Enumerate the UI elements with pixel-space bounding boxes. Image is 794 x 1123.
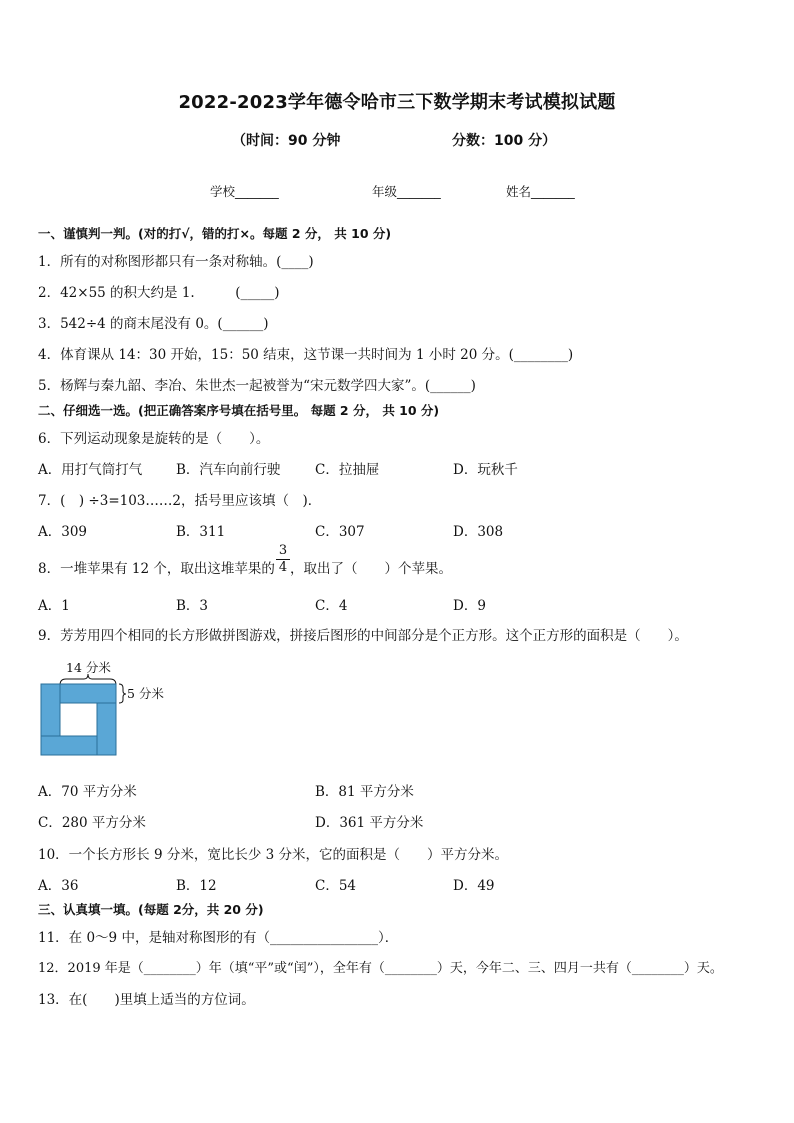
question-8-part-2: ，取出了（ ）个苹果。 xyxy=(290,561,452,577)
question-9: 9．芳芳用四个相同的长方形做拼图游戏，拼接后图形的中间部分是个正方形。这个正方形的面积是（ ）。 xyxy=(38,628,688,644)
q9-option-a[interactable]: A．70 平方分米 xyxy=(38,784,137,800)
q6-option-c[interactable]: C．拉抽屉 xyxy=(315,462,380,478)
section-2-heading: 二、仔细选一选。(把正确答案序号填在括号里。 每题 2 分， 共 10 分) xyxy=(38,403,440,418)
question-5: 5．杨辉与秦九韶、李冶、朱世杰一起被誉为“宋元数学四大家”。(______) xyxy=(38,378,476,394)
question-7: 7．( ) ÷3=103……2，括号里应该填（ )． xyxy=(38,493,322,509)
question-13: 13．在( )里填上适当的方位词。 xyxy=(38,992,255,1008)
q9-option-d[interactable]: D．361 平方分米 xyxy=(315,815,424,831)
question-10: 10．一个长方形长 9 分米，宽比长少 3 分米，它的面积是（ ）平方分米。 xyxy=(38,847,509,863)
fraction-three-quarters xyxy=(276,544,290,575)
q7-option-a[interactable]: A．309 xyxy=(38,524,88,540)
question-12: 12．2019 年是（________）年（填“平”或“闰”），全年有（________）天，今年二、三、四月一共有（________）天。 xyxy=(38,961,723,976)
q8-option-d[interactable]: D．9 xyxy=(453,598,486,614)
question-3: 3．542÷4 的商末尾没有 0。(______) xyxy=(38,316,269,332)
question-1: 1．所有的对称图形都只有一条对称轴。(____) xyxy=(38,254,314,270)
exam-time: （时间：90 分钟 xyxy=(232,133,341,149)
question-4: 4．体育课从 14：30 开始，15：50 结束，这节课一共时间为 1 小时 20 分。(________) xyxy=(38,347,574,363)
q9-option-c[interactable]: C．280 平方分米 xyxy=(38,815,146,831)
fraction-denominator: 4 xyxy=(278,560,288,575)
q10-option-d[interactable]: D．49 xyxy=(453,878,495,894)
exam-score: 分数：100 分） xyxy=(452,133,557,149)
q6-option-b[interactable]: B．汽车向前行驶 xyxy=(176,462,281,478)
height-brace xyxy=(119,684,126,703)
fraction-numerator: 3 xyxy=(278,543,288,558)
rectangles-square-figure xyxy=(36,655,186,760)
question-6: 6．下列运动现象是旋转的是（ ）。 xyxy=(38,431,270,447)
q7-option-c[interactable]: C．307 xyxy=(315,524,365,540)
q8-option-a[interactable]: A．1 xyxy=(38,598,70,614)
section-1-heading: 一、谨慎判一判。(对的打√，错的打×。每题 2 分， 共 10 分) xyxy=(38,226,392,241)
figure-width-label: 14 分米 xyxy=(66,660,111,675)
q8-option-c[interactable]: C．4 xyxy=(315,598,348,614)
q9-option-b[interactable]: B．81 平方分米 xyxy=(315,784,414,800)
q7-option-d[interactable]: D．308 xyxy=(453,524,504,540)
q10-option-b[interactable]: B．12 xyxy=(176,878,217,894)
q10-option-c[interactable]: C．54 xyxy=(315,878,357,894)
q8-option-b[interactable]: B．3 xyxy=(176,598,209,614)
question-2: 2．42×55 的积大约是 1. (_____) xyxy=(38,285,280,301)
question-11: 11．在 0～9 中，是轴对称图形的有（________________）． xyxy=(38,930,399,946)
figure-height-label: 5 分米 xyxy=(127,686,164,701)
inner-square xyxy=(60,703,97,736)
q6-option-a[interactable]: A．用打气筒打气 xyxy=(38,462,143,478)
q10-option-a[interactable]: A．36 xyxy=(38,878,79,894)
page-title: 2022-2023学年德令哈市三下数学期末考试模拟试题 xyxy=(178,92,616,113)
width-brace xyxy=(60,674,116,685)
q7-option-b[interactable]: B．311 xyxy=(176,524,226,540)
name-field[interactable]: 姓名_______ xyxy=(506,184,575,199)
school-field[interactable]: 学校_______ xyxy=(210,184,279,199)
section-3-heading: 三、认真填一填。(每题 2分，共 20 分) xyxy=(38,902,264,917)
q6-option-d[interactable]: D．玩秋千 xyxy=(453,462,518,478)
question-8-part-1: 8．一堆苹果有 12 个，取出这堆苹果的 xyxy=(38,561,275,577)
grade-field[interactable]: 年级_______ xyxy=(372,184,441,199)
